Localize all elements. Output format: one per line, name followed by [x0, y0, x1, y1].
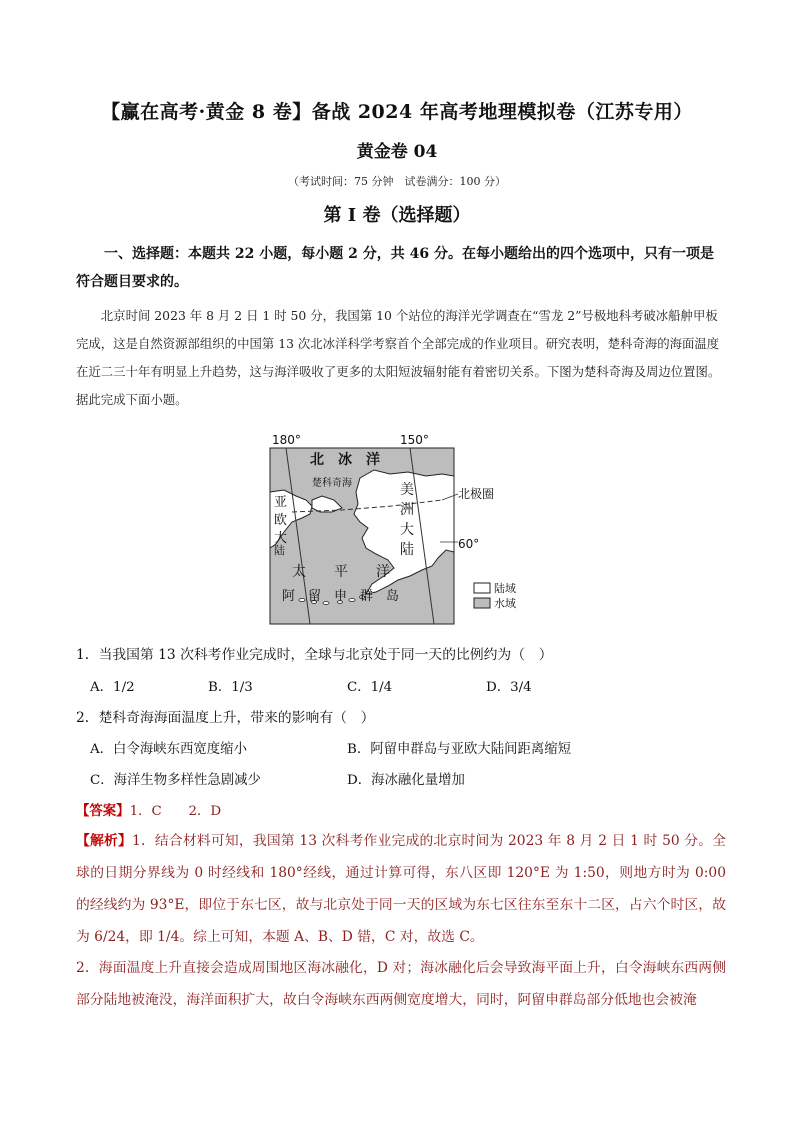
svg-text:洲: 洲: [400, 502, 414, 518]
question-1-stem: 1．当我国第 13 次科考作业完成时，全球与北京处于同一天的比例约为（ ）: [76, 647, 553, 663]
question-2-option-a: A．白令海峡东西宽度缩小: [90, 742, 247, 757]
legend-land-swatch: [474, 583, 490, 593]
exam-meta: （考试时间：75 分钟 试卷满分：100 分）: [288, 175, 506, 188]
legend-water-label: 水域: [494, 597, 516, 610]
svg-text:欧: 欧: [274, 513, 288, 528]
chukchi-sea-map: [262, 430, 534, 630]
question-2-option-b: B．阿留申群岛与亚欧大陆间距离缩短: [347, 742, 572, 757]
map-label-lat60: 60°: [458, 537, 480, 551]
map-label-150: 150°: [400, 433, 429, 447]
svg-text:大: 大: [274, 531, 288, 546]
map-label-arctic-circle: 北极圈: [458, 487, 495, 501]
analysis-paragraph-2: 2．海面温度上升直接会造成周围地区海冰融化，D 对；海冰融化后会导致海平面上升，白令海峡东西两侧部分陆地被淹没，海洋面积扩大，故白令海峡东西两侧宽度增大，同时，阿留申群岛部分低地也会被淹: [76, 960, 726, 1008]
answer-text: 1．C 2．D: [129, 804, 222, 819]
instructions: 一、选择题：本题共 22 小题，每小题 2 分，共 46 分。在每小题给出的四个选项中，只有一项是符合题目要求的。: [76, 246, 714, 290]
map-label-arctic-ocean: 北 冰 洋: [310, 452, 380, 468]
question-1-option-b: B．1/3: [208, 680, 253, 695]
map-label-pacific: 太 平 洋: [292, 564, 390, 580]
svg-text:大: 大: [400, 522, 414, 538]
question-2-option-c: C．海洋生物多样性急剧减少: [90, 773, 261, 788]
svg-text:美: 美: [400, 482, 414, 498]
answer-line: [76, 800, 722, 819]
question-1-option-d: D．3/4: [486, 680, 532, 695]
question-2-stem: 2．楚科奇海海面温度上升，带来的影响有（ ）: [76, 710, 375, 726]
analysis-label: 【解析】: [76, 833, 132, 849]
exam-subtitle: 黄金卷 04: [356, 142, 438, 162]
map-label-chukchi: 楚科奇海: [312, 478, 352, 489]
analysis-paragraph-1: [76, 825, 726, 953]
passage: 北京时间 2023 年 8 月 2 日 1 时 50 分，我国第 10 个站位的海洋光学调查在“雪龙 2”号极地科考破冰船舯甲板完成，这是自然资源部组织的中国第 13 次北冰洋科学考察首个全部完成的作业项目。研究表明，楚科奇海的海面温度在近二三十年有明显上升趋势，这与海洋吸收了更多的太阳短波辐射能有着密切关系。下图为楚科奇海及周边位置图。据此完成下面小题。: [76, 308, 721, 407]
answer-label: 【答案】: [76, 803, 130, 819]
analysis-p1-text: 1．结合材料可知，我国第 13 次科考作业完成的北京时间为 2023 年 8 月 2 日 1 时 50 分。全球的日期分界线为 0 时经线和 180°经线，通过计算可得，东八区即 120°E 为 1:50，则地方时为 0:00 的经线约为 93°E，即位于东七区，故与北京处于同一天的区域为东七区往东至东十二区，占六个时区，故为 6/24，即 1/4。综上可知，本题 A、B、D 错，C 对，故选 C。: [76, 833, 726, 945]
svg-text:陆: 陆: [400, 542, 414, 558]
map-label-eurasia: [274, 495, 287, 546]
legend-water-swatch: [474, 598, 490, 608]
svg-text:亚: 亚: [274, 495, 288, 510]
map-label-aleutian: 阿 留 申 群 岛: [282, 589, 400, 604]
section-title: 第 I 卷（选择题）: [323, 205, 471, 226]
map-label-eurasia-last: 陆: [274, 544, 285, 557]
question-1-option-c: C．1/4: [347, 680, 393, 695]
map-label-180: 180°: [272, 433, 301, 447]
legend-land-label: 陆域: [494, 582, 516, 595]
question-1-option-a: A．1/2: [90, 680, 135, 695]
exam-title: 【赢在高考·黄金 8 卷】备战 2024 年高考地理模拟卷（江苏专用）: [101, 101, 693, 123]
question-2-option-d: D．海冰融化量增加: [347, 773, 465, 788]
